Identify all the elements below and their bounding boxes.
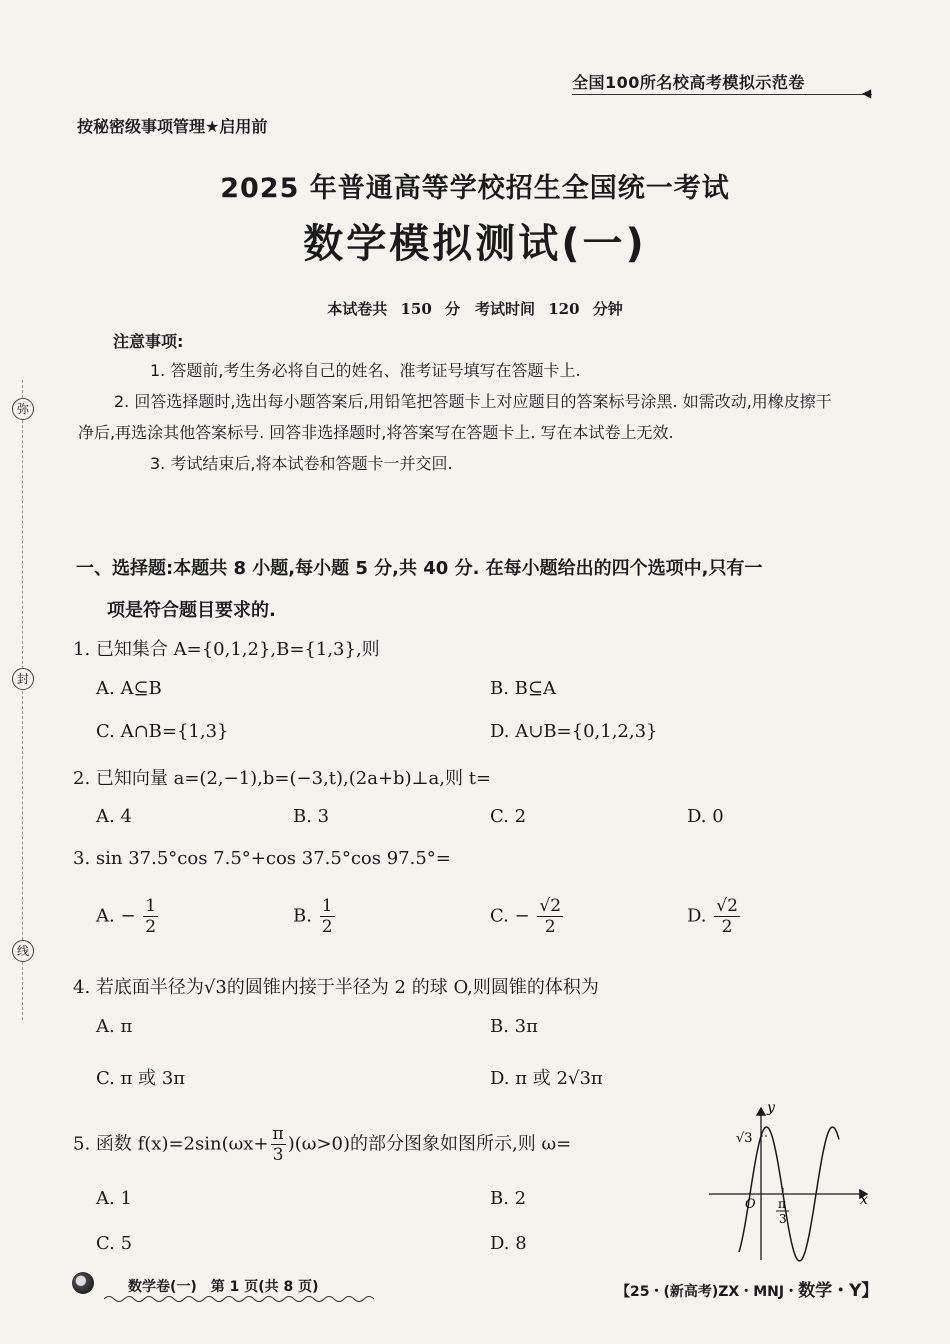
q3-d-numerator: √2 (716, 896, 738, 916)
notice-item-3: 3. 考试结束后,将本试卷和答题卡一并交回. (150, 454, 453, 473)
q3-option-b-fraction (320, 896, 335, 937)
sine-graph (705, 1100, 875, 1262)
question-1-stem: 1. 已知集合 A={0,1,2},B={1,3},则 (73, 639, 380, 660)
q4-option-c: C. π 或 3π (96, 1068, 186, 1089)
q2-option-b: B. 3 (293, 806, 330, 827)
q5-stem-post: )(ω>0)的部分图象如图所示,则 ω= (287, 1133, 572, 1155)
q3-b-denominator: 2 (321, 917, 333, 937)
footer-wave-decoration (104, 1294, 374, 1304)
q3-option-d-fraction (714, 896, 740, 937)
q4-option-b: B. 3π (490, 1016, 538, 1037)
q4-d-pre: D. π 或 2 (490, 1068, 568, 1089)
q3-c-numerator: √2 (539, 896, 562, 916)
q3-option-b-label: B. (293, 905, 312, 927)
origin-label: O (745, 1197, 756, 1212)
exam-title: 2025 年普通高等学校招生全国统一考试 (220, 173, 730, 204)
q4-d-post: π (590, 1068, 603, 1089)
margin-mark-3: 线 (12, 940, 34, 962)
x-axis-label: x (860, 1192, 868, 1208)
q3-option-c (490, 896, 565, 937)
q5-option-b: B. 2 (490, 1188, 527, 1209)
q4-option-a: A. π (96, 1016, 133, 1037)
y-tick-label: √3 (736, 1131, 753, 1146)
footer-subject: 数学・Y】 (798, 1281, 879, 1301)
q5-option-c: C. 5 (96, 1233, 133, 1254)
q5-frac-num: π (272, 1124, 284, 1144)
q3-option-a-fraction (143, 896, 158, 937)
binding-margin-line (22, 380, 23, 1020)
q4-stem-radical: √3 (203, 977, 227, 998)
q3-d-denominator: 2 (721, 917, 733, 937)
q4-d-radical: √3 (567, 1068, 591, 1089)
question-2-stem: 2. 已知向量 a=(2,−1),b=(−3,t),(2a+b)⊥a,则 t= (73, 768, 492, 789)
question-3-stem: 3. sin 37.5°cos 7.5°+cos 37.5°cos 97.5°= (73, 848, 451, 869)
notice-item-2: 2. 回答选择题时,选出每小题答案后,用铅笔把答题卡上对应题目的答案标号涂黑. 如需改动,用橡皮擦干净后,再选涂其他答案标号. 回答非选择题时,将答案写在答题卡上. 写在本试卷上无效. (78, 392, 832, 442)
q4-option-d (490, 1064, 603, 1090)
q2-option-a: A. 4 (96, 806, 132, 827)
y-axis-label: y (767, 1100, 775, 1116)
q3-option-d-label: D. (687, 905, 707, 927)
q4-stem-post: 的圆锥内接于半径为 2 的球 O,则圆锥的体积为 (226, 977, 599, 998)
q1-option-a: A. A⊆B (96, 678, 162, 699)
footer-code-text: 【25・(新高考)ZX・MNJ・ (616, 1284, 799, 1300)
publisher-logo-icon (72, 1272, 94, 1294)
q3-option-d (687, 896, 742, 937)
q3-option-a-label: A. − (96, 905, 136, 927)
margin-mark-1: 弥 (12, 398, 34, 420)
exam-subtitle: 数学模拟测试(一) (303, 221, 647, 267)
q4-stem-pre: 4. 若底面半径为 (73, 977, 204, 998)
q1-option-c: C. A∩B={1,3} (96, 721, 229, 742)
footer-page-info: 数学卷(一) 第 1 页(共 8 页) (128, 1279, 319, 1295)
q3-a-numerator: 1 (145, 896, 157, 916)
q3-option-c-label: C. − (490, 905, 530, 927)
q2-option-d: D. 0 (687, 806, 724, 827)
q5-stem-fraction (271, 1124, 286, 1165)
question-5-stem (73, 1124, 571, 1165)
q3-c-denominator: 2 (544, 917, 556, 937)
q3-option-c-fraction (537, 896, 563, 937)
section-heading-line1: 一、选择题:本题共 8 小题,每小题 5 分,共 40 分. 在每小题给出的四个选项中,只有一 (76, 558, 763, 579)
q5-option-d: D. 8 (490, 1233, 527, 1254)
header-ornament-icon: ◀ (862, 86, 872, 100)
q1-option-d: D. A∪B={0,1,2,3} (490, 721, 658, 742)
q5-stem-pre: 5. 函数 f(x)=2sin(ωx+ (73, 1133, 269, 1155)
q3-option-b (293, 896, 337, 937)
section-heading-line2: 项是符合题目要求的. (107, 600, 276, 621)
series-title: 全国100所名校高考模拟示范卷 (572, 73, 805, 92)
q2-option-c: C. 2 (490, 806, 527, 827)
margin-mark-2: 封 (12, 668, 34, 690)
confidential-notice: 按秘密级事项管理★启用前 (77, 117, 268, 136)
q1-option-b: B. B⊆A (490, 678, 556, 699)
exam-info: 本试卷共 150 分 考试时间 120 分钟 (327, 300, 623, 318)
x-tick-denominator: 3 (779, 1212, 787, 1226)
notice-item-1: 1. 答题前,考生务必将自己的姓名、准考证号填写在答题卡上. (150, 361, 581, 380)
question-4-stem (73, 973, 599, 999)
q3-option-a (96, 896, 160, 937)
x-tick-numerator: π (778, 1197, 786, 1211)
notice-heading: 注意事项: (113, 332, 184, 351)
q3-b-numerator: 1 (321, 896, 333, 916)
q5-frac-den: 3 (272, 1145, 284, 1165)
header-rule (572, 94, 872, 95)
q3-a-denominator: 2 (145, 917, 157, 937)
q5-option-a: A. 1 (96, 1188, 132, 1209)
notice-list (78, 355, 844, 479)
footer-code (616, 1276, 878, 1301)
section-heading (76, 548, 876, 632)
